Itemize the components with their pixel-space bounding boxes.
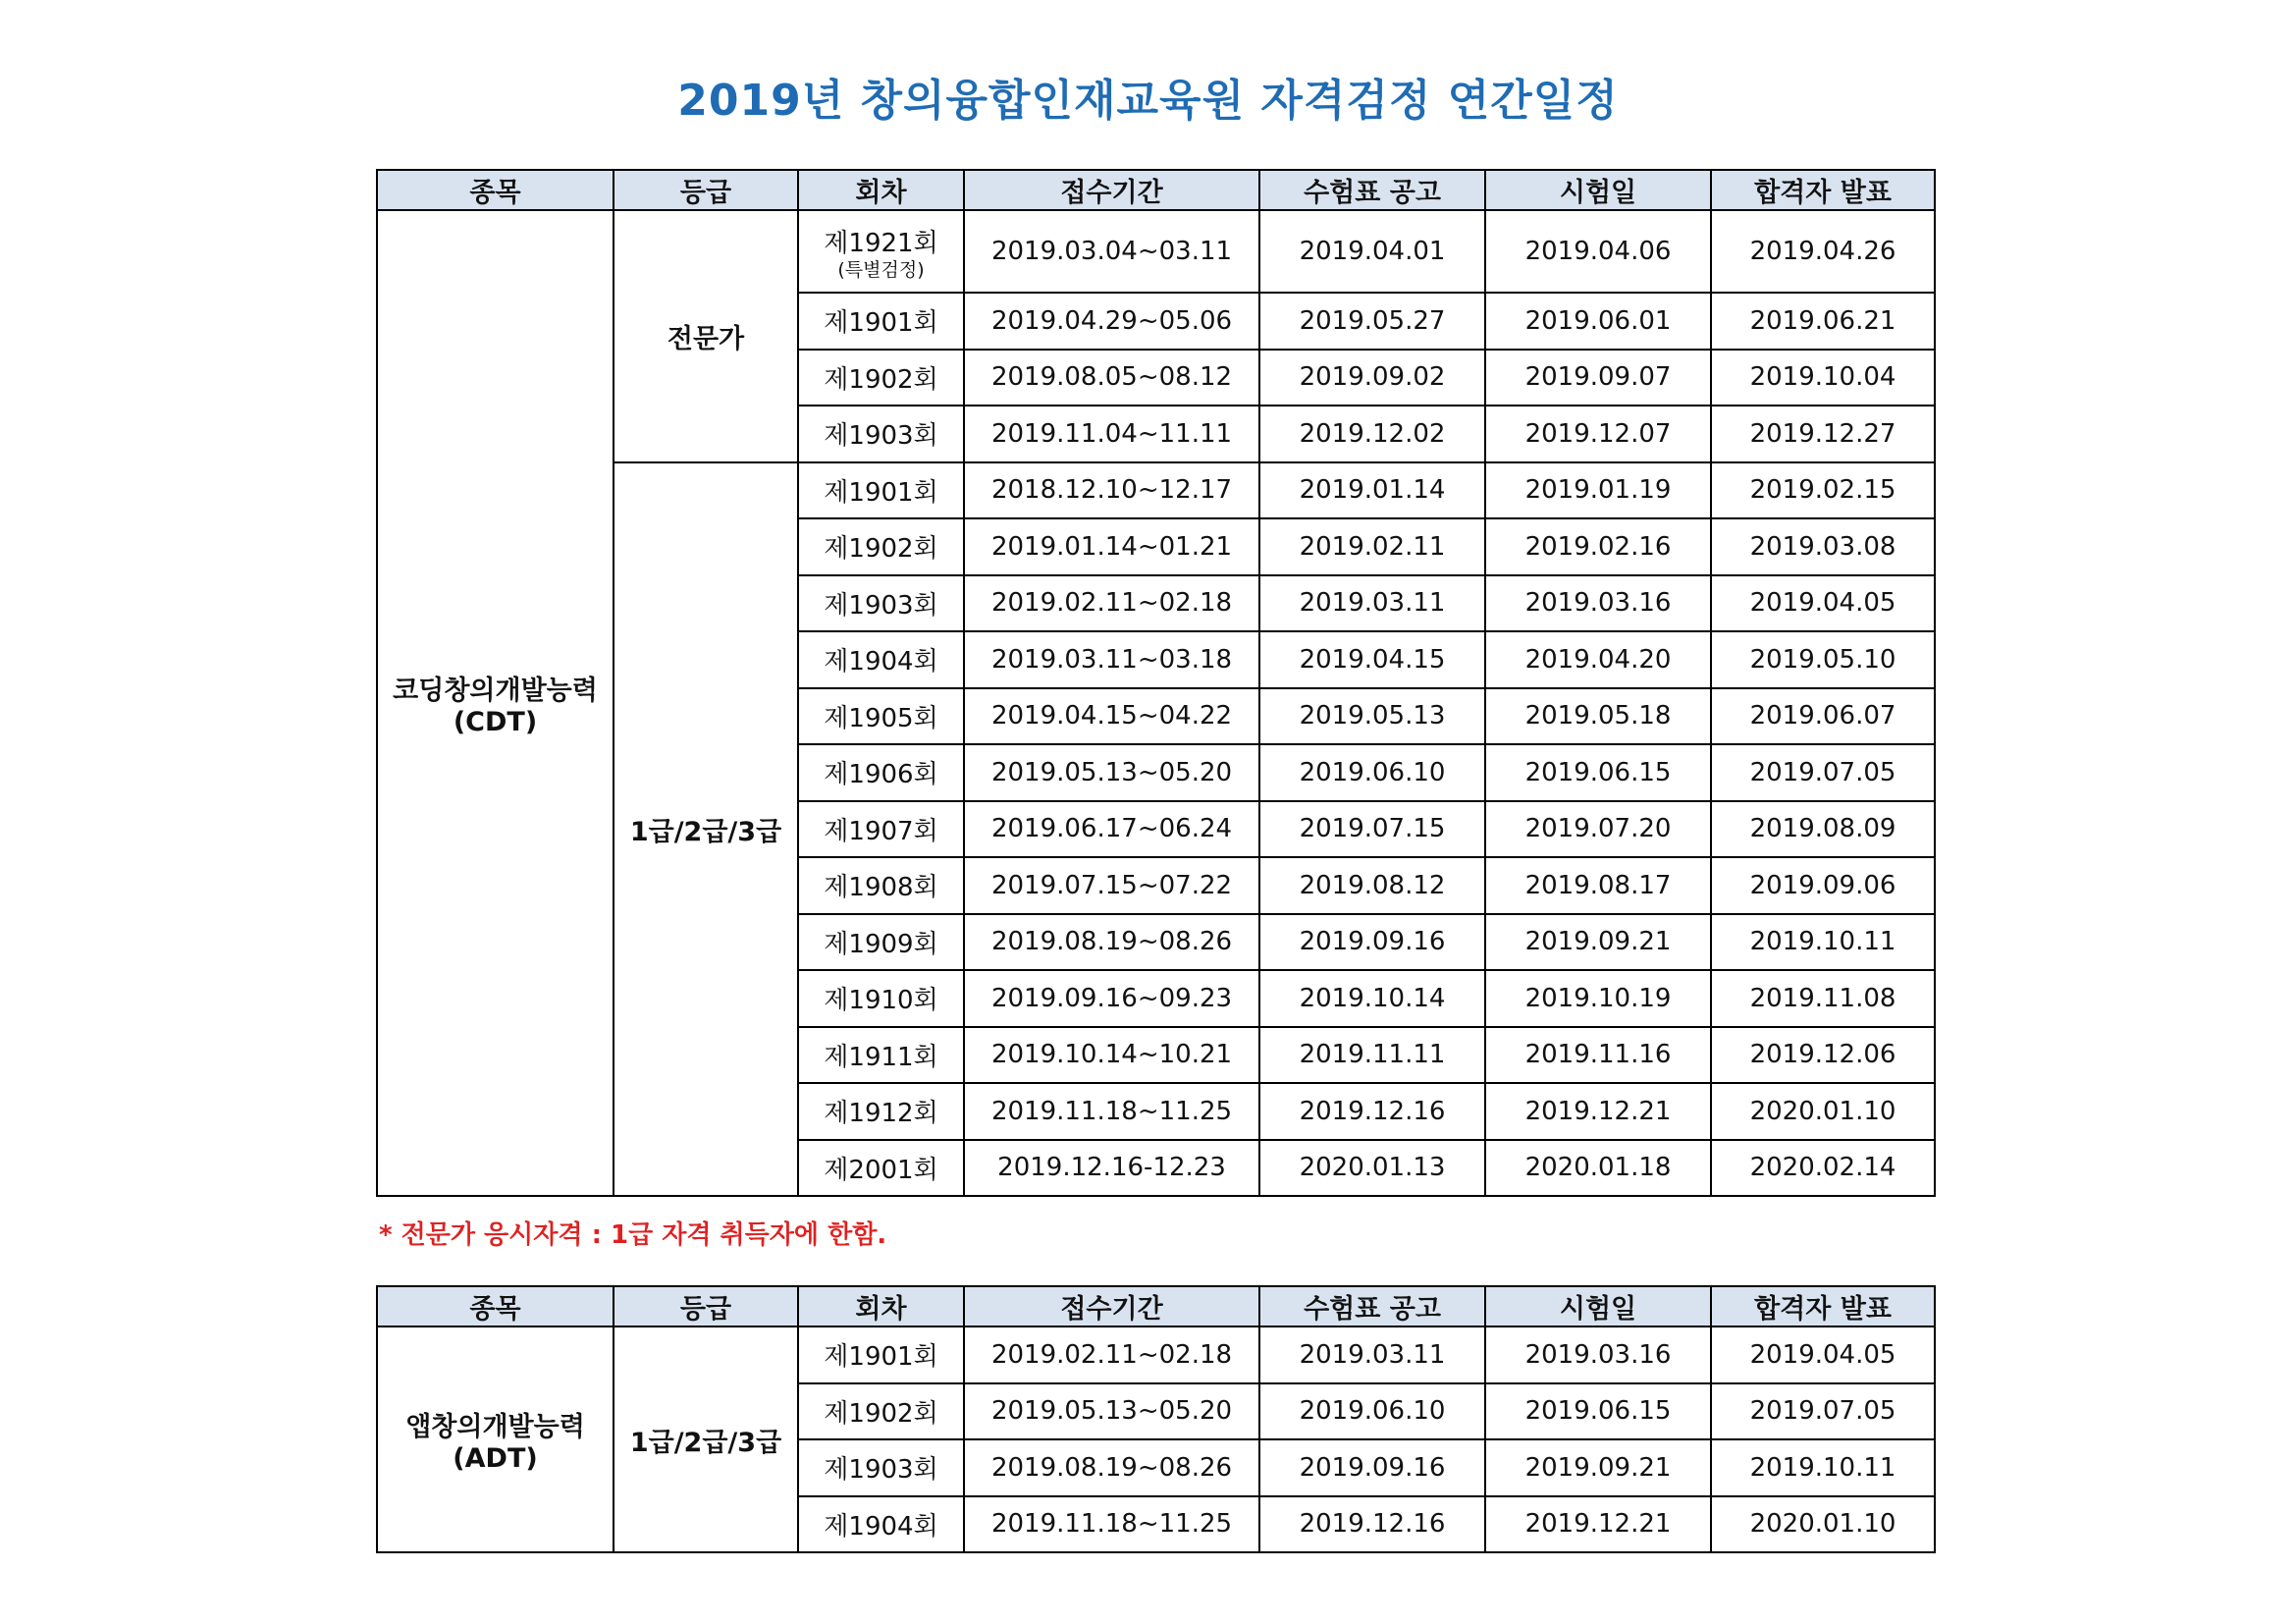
header-exam-date: 시험일 <box>1485 1286 1711 1326</box>
round-cell: 제1902회 <box>798 518 964 575</box>
subject-code: (CDT) <box>453 707 538 737</box>
result-cell: 2019.09.06 <box>1711 857 1935 914</box>
registration-cell: 2019.06.17~06.24 <box>964 801 1259 858</box>
round-cell: 제1906회 <box>798 744 964 801</box>
header-registration-period: 접수기간 <box>964 1286 1259 1326</box>
result-cell: 2019.10.04 <box>1711 350 1935 406</box>
exam-cell: 2019.02.16 <box>1485 518 1711 575</box>
ticket-cell: 2019.11.11 <box>1259 1027 1485 1084</box>
result-cell: 2020.02.14 <box>1711 1140 1935 1197</box>
registration-cell: 2019.11.18~11.25 <box>964 1083 1259 1140</box>
subject-name: 앱창의개발능력 <box>405 1412 585 1442</box>
header-registration-period: 접수기간 <box>964 170 1259 210</box>
table-row <box>377 1326 1935 1383</box>
header-round: 회차 <box>798 1286 964 1326</box>
round-cell: 제1901회 <box>798 462 964 519</box>
round-cell: 제1908회 <box>798 857 964 914</box>
ticket-cell: 2019.09.02 <box>1259 350 1485 406</box>
subject-name: 코딩창의개발능력 <box>393 676 598 706</box>
subject-cell <box>377 1326 614 1552</box>
exam-cell: 2019.03.16 <box>1485 1326 1711 1383</box>
registration-cell: 2019.01.14~01.21 <box>964 518 1259 575</box>
registration-cell: 2019.11.04~11.11 <box>964 406 1259 462</box>
round-cell: 제1912회 <box>798 1083 964 1140</box>
round-cell: 제2001회 <box>798 1140 964 1197</box>
header-subject: 종목 <box>377 170 614 210</box>
exam-cell: 2019.11.16 <box>1485 1027 1711 1084</box>
ticket-cell: 2019.03.11 <box>1259 1326 1485 1383</box>
exam-cell: 2019.12.21 <box>1485 1083 1711 1140</box>
ticket-cell: 2019.12.16 <box>1259 1496 1485 1553</box>
header-exam-date: 시험일 <box>1485 170 1711 210</box>
registration-cell: 2019.08.05~08.12 <box>964 350 1259 406</box>
ticket-cell: 2019.09.16 <box>1259 1439 1485 1496</box>
ticket-cell: 2019.06.10 <box>1259 744 1485 801</box>
ticket-cell: 2019.01.14 <box>1259 462 1485 519</box>
header-grade: 등급 <box>614 170 798 210</box>
ticket-cell: 2019.10.14 <box>1259 970 1485 1027</box>
round-cell: 제1904회 <box>798 1496 964 1553</box>
registration-cell: 2019.10.14~10.21 <box>964 1027 1259 1084</box>
round-cell: 제1909회 <box>798 914 964 971</box>
round-cell: 제1903회 <box>798 575 964 632</box>
registration-cell: 2019.03.04~03.11 <box>964 210 1259 293</box>
round-cell: 제1910회 <box>798 970 964 1027</box>
exam-cell: 2019.06.15 <box>1485 744 1711 801</box>
result-cell: 2019.03.08 <box>1711 518 1935 575</box>
registration-cell: 2019.03.11~03.18 <box>964 631 1259 688</box>
ticket-cell: 2019.05.13 <box>1259 688 1485 745</box>
result-cell: 2019.04.26 <box>1711 210 1935 293</box>
ticket-cell: 2019.12.02 <box>1259 406 1485 462</box>
result-cell: 2019.10.11 <box>1711 914 1935 971</box>
registration-cell: 2019.08.19~08.26 <box>964 914 1259 971</box>
registration-cell: 2018.12.10~12.17 <box>964 462 1259 519</box>
round-cell: 제1902회 <box>798 1383 964 1440</box>
result-cell: 2019.12.27 <box>1711 406 1935 462</box>
subject-code: (ADT) <box>453 1443 538 1474</box>
header-row <box>377 170 1935 210</box>
result-cell: 2019.07.05 <box>1711 1383 1935 1440</box>
result-cell: 2020.01.10 <box>1711 1496 1935 1553</box>
result-cell: 2019.12.06 <box>1711 1027 1935 1084</box>
round-cell: 제1911회 <box>798 1027 964 1084</box>
cdt-schedule-table <box>376 169 1936 1197</box>
header-subject: 종목 <box>377 1286 614 1326</box>
table-row <box>377 210 1935 293</box>
header-row <box>377 1286 1935 1326</box>
round-cell: 제1904회 <box>798 631 964 688</box>
ticket-cell: 2019.02.11 <box>1259 518 1485 575</box>
round-cell: 제1907회 <box>798 801 964 858</box>
exam-cell: 2019.06.15 <box>1485 1383 1711 1440</box>
result-cell: 2019.02.15 <box>1711 462 1935 519</box>
result-cell: 2019.07.05 <box>1711 744 1935 801</box>
round-cell: 제1905회 <box>798 688 964 745</box>
eligibility-note: * 전문가 응시자격 : 1급 자격 취득자에 한함. <box>379 1220 887 1250</box>
ticket-cell: 2019.04.01 <box>1259 210 1485 293</box>
exam-cell: 2019.04.06 <box>1485 210 1711 293</box>
exam-cell: 2019.12.21 <box>1485 1496 1711 1553</box>
header-grade: 등급 <box>614 1286 798 1326</box>
header-result-announcement: 합격자 발표 <box>1711 1286 1935 1326</box>
ticket-cell: 2019.03.11 <box>1259 575 1485 632</box>
grade-cell-levels: 1급/2급/3급 <box>614 1326 798 1552</box>
exam-cell: 2019.03.16 <box>1485 575 1711 632</box>
ticket-cell: 2019.07.15 <box>1259 801 1485 858</box>
registration-cell: 2019.09.16~09.23 <box>964 970 1259 1027</box>
exam-cell: 2019.09.21 <box>1485 914 1711 971</box>
adt-schedule-table <box>376 1285 1936 1553</box>
header-result-announcement: 합격자 발표 <box>1711 170 1935 210</box>
grade-cell-expert: 전문가 <box>614 210 798 462</box>
registration-cell: 2019.04.15~04.22 <box>964 688 1259 745</box>
exam-cell: 2019.01.19 <box>1485 462 1711 519</box>
round-cell: 제1903회 <box>798 1439 964 1496</box>
result-cell: 2019.06.07 <box>1711 688 1935 745</box>
grade-cell-levels: 1급/2급/3급 <box>614 462 798 1197</box>
result-cell: 2019.05.10 <box>1711 631 1935 688</box>
result-cell: 2019.06.21 <box>1711 293 1935 350</box>
exam-cell: 2020.01.18 <box>1485 1140 1711 1197</box>
result-cell: 2019.04.05 <box>1711 575 1935 632</box>
registration-cell: 2019.02.11~02.18 <box>964 1326 1259 1383</box>
ticket-cell: 2019.04.15 <box>1259 631 1485 688</box>
result-cell: 2019.08.09 <box>1711 801 1935 858</box>
exam-cell: 2019.10.19 <box>1485 970 1711 1027</box>
registration-cell: 2019.02.11~02.18 <box>964 575 1259 632</box>
header-ticket-notice: 수험표 공고 <box>1259 170 1485 210</box>
round-cell: 제1903회 <box>798 406 964 462</box>
registration-cell: 2019.12.16-12.23 <box>964 1140 1259 1197</box>
exam-cell: 2019.08.17 <box>1485 857 1711 914</box>
registration-cell: 2019.08.19~08.26 <box>964 1439 1259 1496</box>
result-cell: 2019.10.11 <box>1711 1439 1935 1496</box>
round-cell: 제1901회 <box>798 293 964 350</box>
result-cell: 2019.04.05 <box>1711 1326 1935 1383</box>
header-round: 회차 <box>798 170 964 210</box>
round-sublabel: (특별검정) <box>837 258 925 281</box>
exam-cell: 2019.12.07 <box>1485 406 1711 462</box>
result-cell: 2020.01.10 <box>1711 1083 1935 1140</box>
round-cell <box>798 210 964 293</box>
page-title: 2019년 창의융합인재교육원 자격검정 연간일정 <box>677 76 1619 126</box>
registration-cell: 2019.07.15~07.22 <box>964 857 1259 914</box>
header-ticket-notice: 수험표 공고 <box>1259 1286 1485 1326</box>
subject-cell <box>377 210 614 1196</box>
exam-cell: 2019.06.01 <box>1485 293 1711 350</box>
registration-cell: 2019.05.13~05.20 <box>964 744 1259 801</box>
exam-cell: 2019.09.07 <box>1485 350 1711 406</box>
ticket-cell: 2019.05.27 <box>1259 293 1485 350</box>
round-cell: 제1902회 <box>798 350 964 406</box>
ticket-cell: 2019.08.12 <box>1259 857 1485 914</box>
round-label: 제1921회 <box>824 228 938 258</box>
result-cell: 2019.11.08 <box>1711 970 1935 1027</box>
round-cell: 제1901회 <box>798 1326 964 1383</box>
ticket-cell: 2020.01.13 <box>1259 1140 1485 1197</box>
exam-cell: 2019.09.21 <box>1485 1439 1711 1496</box>
registration-cell: 2019.11.18~11.25 <box>964 1496 1259 1553</box>
ticket-cell: 2019.06.10 <box>1259 1383 1485 1440</box>
ticket-cell: 2019.09.16 <box>1259 914 1485 971</box>
registration-cell: 2019.04.29~05.06 <box>964 293 1259 350</box>
exam-cell: 2019.07.20 <box>1485 801 1711 858</box>
registration-cell: 2019.05.13~05.20 <box>964 1383 1259 1440</box>
ticket-cell: 2019.12.16 <box>1259 1083 1485 1140</box>
exam-cell: 2019.04.20 <box>1485 631 1711 688</box>
exam-cell: 2019.05.18 <box>1485 688 1711 745</box>
